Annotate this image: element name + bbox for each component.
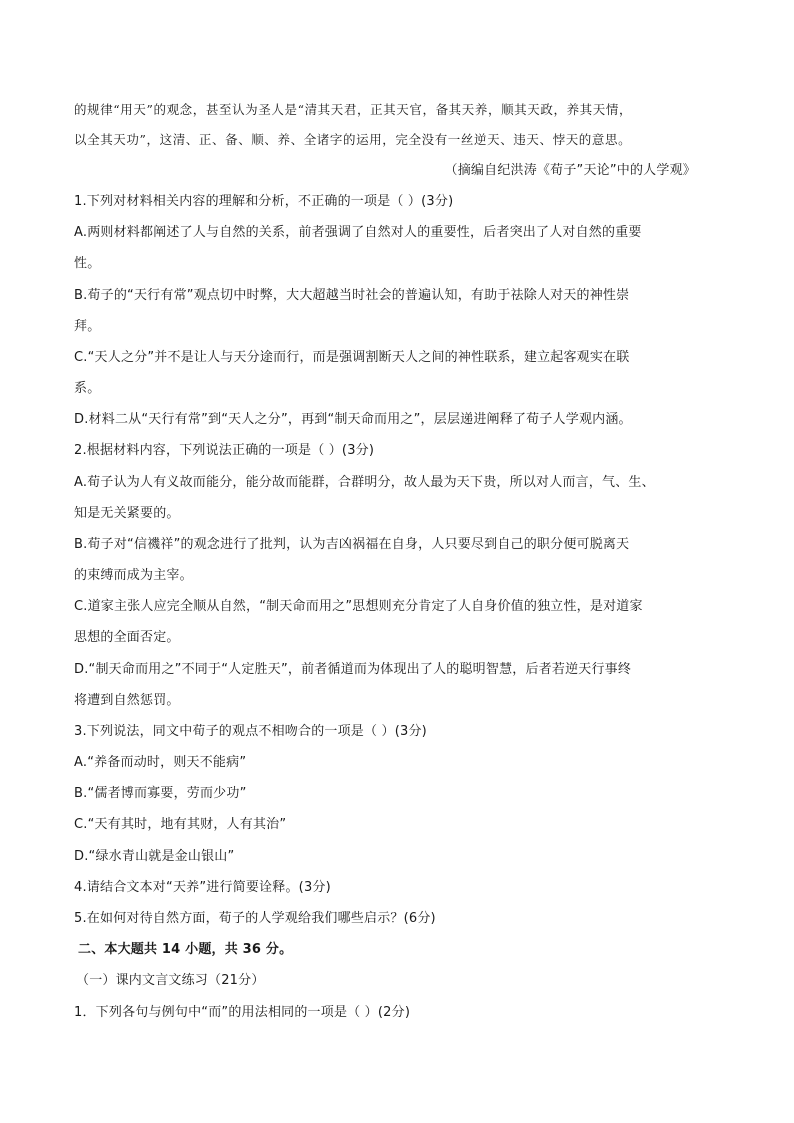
q2-option-b: B.荀子对“信禨祥”的观念进行了批判，认为吉凶祸福在自身，人只要尽到自己的职分便可脱离天: [74, 537, 630, 552]
q2-option-d-cont: 将遭到自然惩罚。: [74, 693, 180, 708]
section2-heading: 二、本大题共 14 小题，共 36 分。: [78, 942, 293, 957]
q1-stem: 1.下列对材料相关内容的理解和分析，不正确的一项是（ ）(3分): [74, 194, 454, 209]
q2-option-c: C.道家主张人应完全顺从自然，“制天命而用之”思想则充分肯定了人自身价值的独立性，是对道家: [74, 599, 643, 614]
q3-option-c: C.“天有其时，地有其财，人有其治”: [74, 817, 287, 832]
q3-option-d: D.“绿水青山就是金山银山”: [74, 849, 235, 864]
q2-option-b-cont: 的束缚而成为主宰。: [74, 568, 193, 583]
q3-stem: 3.下列说法，同文中荀子的观点不相吻合的一项是（ ）(3分): [74, 724, 427, 739]
section2-q1-stem: 1．下列各句与例句中“而”的用法相同的一项是（ ）(2分): [74, 1005, 411, 1020]
q1-option-b: B.荀子的“天行有常”观点切中时弊，大大超越当时社会的普遍认知，有助于祛除人对天的神性崇: [74, 288, 630, 303]
passage-line-1: 的规律“用天”的观念，甚至认为圣人是“清其天君，正其天官，备其天养，顺其天政，养其天情，: [74, 102, 633, 117]
q4-stem: 4.请结合文本对“天养”进行简要诠释。(3分): [74, 880, 331, 895]
q1-option-c-cont: 系。: [74, 381, 101, 396]
q5-stem: 5.在如何对待自然方面，荀子的人学观给我们哪些启示？(6分): [74, 911, 436, 926]
q2-option-a: A.荀子认为人有义故而能分，能分故而能群，合群明分，故人最为天下贵，所以对人而言，气、生、: [74, 475, 655, 490]
q3-option-a: A.“养备而动时，则天不能病”: [74, 755, 247, 770]
q2-option-c-cont: 思想的全面否定。: [74, 630, 180, 645]
q2-option-a-cont: 知是无关紧要的。: [74, 506, 180, 521]
q1-option-d: D.材料二从“天行有常”到“天人之分”，再到“制天命而用之”，层层递进阐释了荀子人学观内涵。: [74, 412, 632, 427]
q1-option-a: A.两则材料都阐述了人与自然的关系，前者强调了自然对人的重要性，后者突出了人对自然的重要: [74, 225, 642, 240]
passage-source: （摘编自纪洪涛《荀子”天论”中的人学观》: [444, 163, 696, 178]
q1-option-c: C.“天人之分”并不是让人与天分途而行，而是强调割断天人之间的神性联系，建立起客观实在联: [74, 350, 630, 365]
q1-option-a-cont: 性。: [74, 256, 101, 271]
q1-option-b-cont: 拜。: [74, 319, 101, 334]
passage-line-2: 以全其天功”，这清、正、备、顺、养、全诸字的运用，完全没有一丝逆天、违天、悖天的意思。: [74, 132, 632, 147]
q3-option-b: B.“儒者博而寡要，劳而少功”: [74, 786, 247, 801]
section2-subheading: （一）课内文言文练习（21分）: [76, 973, 265, 988]
q2-option-d: D.“制天命而用之”不同于“人定胜天”，前者循道而为体现出了人的聪明智慧，后者若逆天行事终: [74, 662, 632, 677]
q2-stem: 2.根据材料内容，下列说法正确的一项是（ ）(3分): [74, 443, 375, 458]
